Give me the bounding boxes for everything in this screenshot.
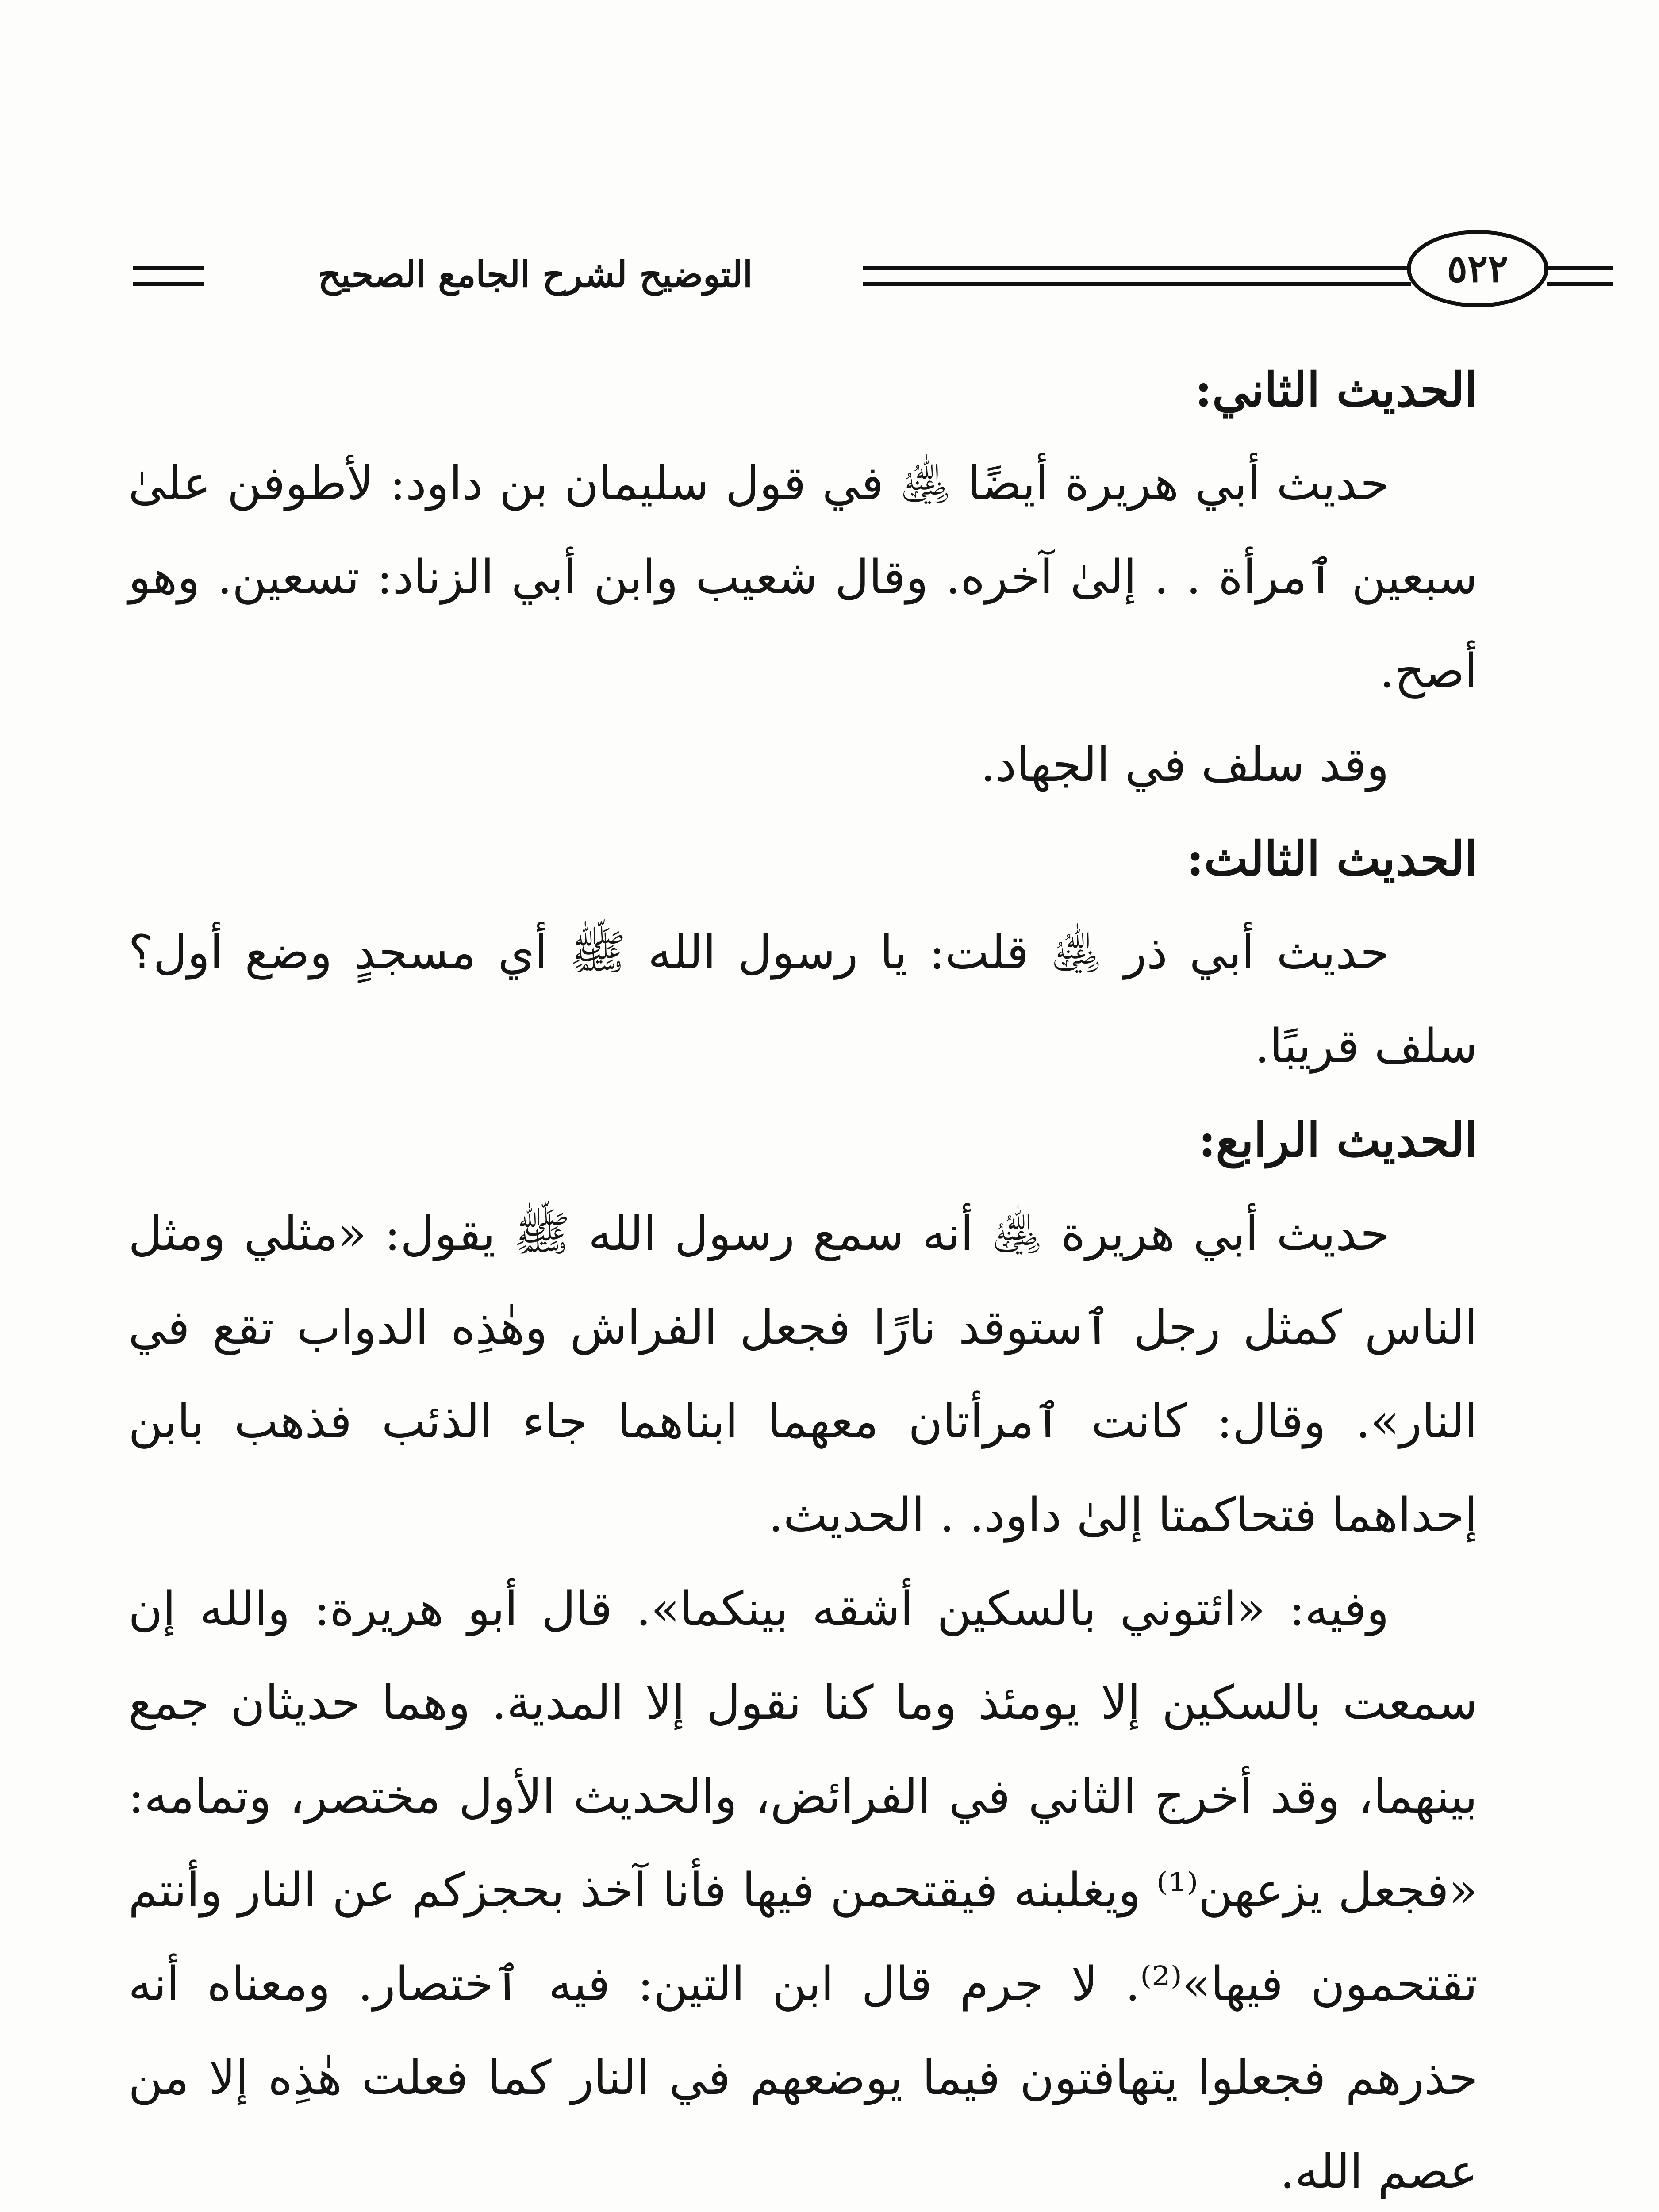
paragraph: وفيه: «ائتوني بالسكين أشقه بينكما». قال أبو هريرة: والله إن سمعت بالسكين إلا يومئذ وما كنا نقول إلا المدية. وهما حديثان جمع بينهما، وقد أخرج الثاني في الفرائض، والحديث الأول مختصر، وتمامه: «فجعل يزعهن⁽¹⁾ ويغلبنه فيقتحمن فيها فأنا آخذ بحجزكم عن النار وأنتم تقتحمون فيها»⁽²⁾. لا جرم قال ابن التين: فيه ٱختصار. ومعناه أنه حذرهم فجعلوا يتهافتون فيما يوضعهم في النار كما فعلت هٰذِه إلا من عصم الله.	[128, 1582, 1478, 2199]
section-heading: الحديث الرابع:	[1198, 1112, 1478, 1167]
paragraph: حديث أبي هريرة ﵁ أنه سمع رسول الله ﷺ يقول: «مثلي ومثل الناس كمثل رجل ٱستوقد نارًا فجعل الفراش وهٰذِه الدواب تقع في النار». وقال: كانت ٱمرأتان معهما ابناهما جاء الذئب فذهب بابن إحداهما فتحاكمتا إلىٰ داود. . الحديث.	[128, 1206, 1478, 1542]
page-number-ornament	[1547, 266, 1613, 286]
page-number: ٥٢٢	[1407, 230, 1548, 307]
header-rule-left	[133, 266, 204, 286]
paragraph: وقد سلف في الجهاد.	[980, 737, 1389, 792]
paragraph: حديث أبي ذر ﵁ قلت: يا رسول الله ﷺ أي مسجدٍ وضع أول؟ سلف قريبًا.	[128, 925, 1478, 1073]
paragraph: حديث أبي هريرة أيضًا ﵁ في قول سليمان بن داود: لأطوفن علىٰ سبعين ٱمرأة . . إلىٰ آخره. وقال شعيب وابن أبي الزناد: تسعين. وهو أصح.	[128, 456, 1478, 698]
main-text	[128, 343, 1478, 2212]
section-heading: الحديث الثاني:	[1194, 362, 1478, 417]
page-header	[133, 230, 1509, 319]
running-title: التوضيح لشرح الجامع الصحيح	[318, 253, 753, 295]
section-heading: الحديث الثالث:	[1187, 831, 1478, 886]
header-rule-right	[863, 266, 1411, 286]
